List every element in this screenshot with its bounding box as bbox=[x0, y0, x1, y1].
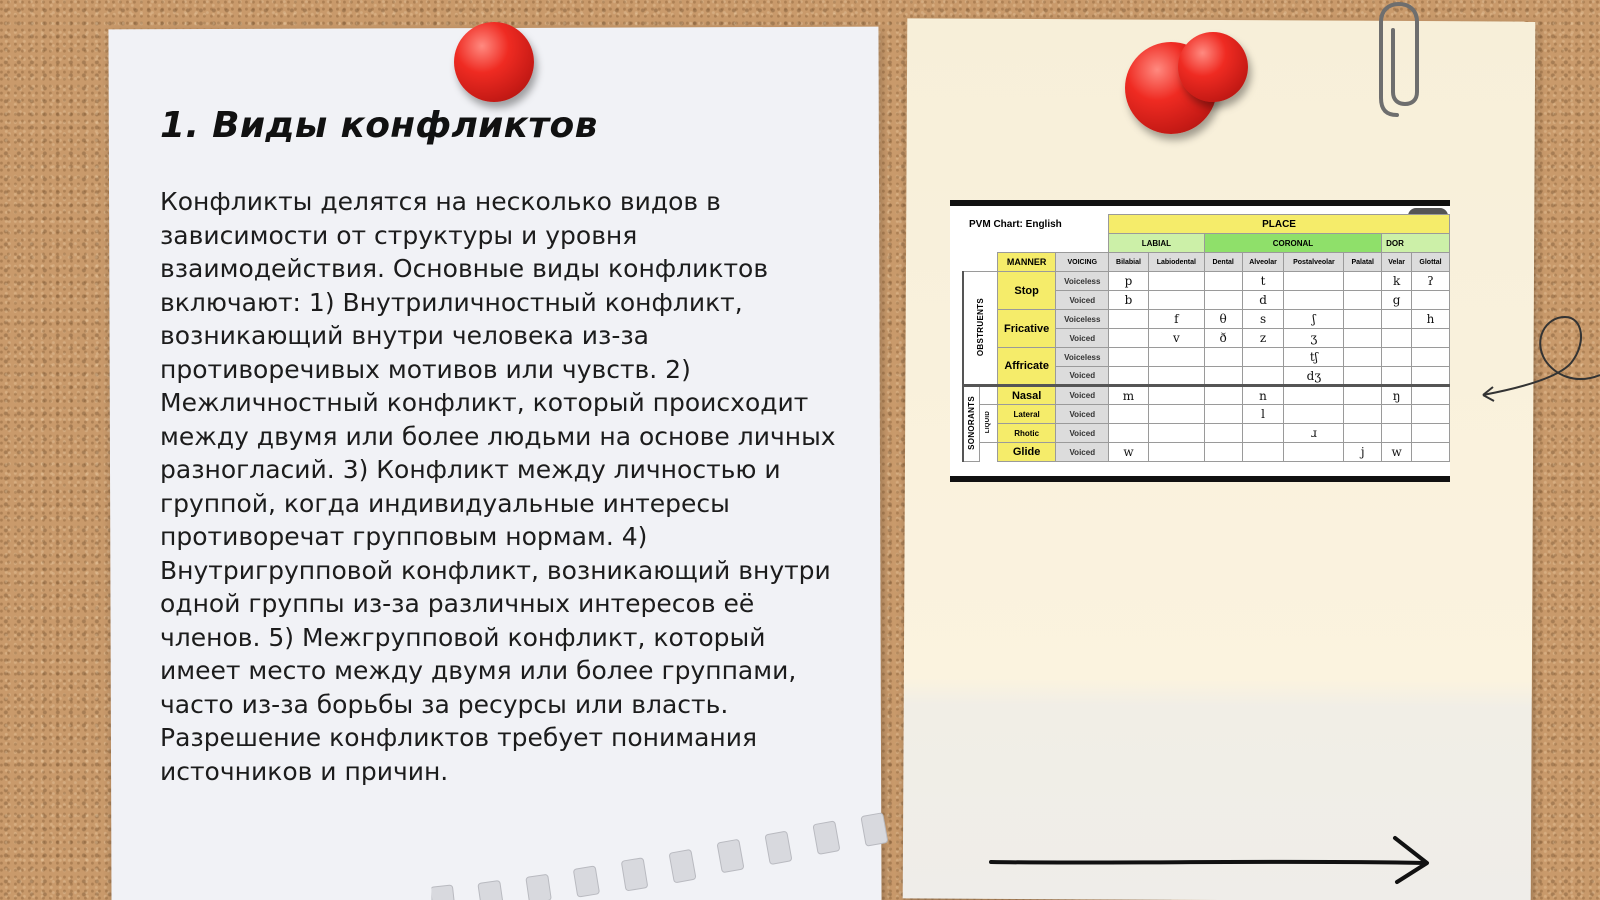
phoneme-cell bbox=[1412, 329, 1450, 348]
phoneme-cell: z bbox=[1242, 329, 1284, 348]
push-pin-icon bbox=[1178, 32, 1248, 102]
pvm-chart-image bbox=[950, 200, 1450, 482]
phoneme-cell bbox=[1109, 367, 1149, 386]
slide-title: 1. Виды конфликтов bbox=[160, 105, 598, 146]
phoneme-cell: ɹ bbox=[1284, 424, 1344, 443]
manner-fricative: Fricative bbox=[997, 310, 1056, 348]
phoneme-cell bbox=[1109, 348, 1149, 367]
phoneme-cell: b bbox=[1109, 291, 1149, 310]
phoneme-cell bbox=[1204, 386, 1242, 405]
phoneme-cell bbox=[1382, 405, 1412, 424]
phoneme-cell: k bbox=[1382, 272, 1412, 291]
manner-affricate: Affricate bbox=[997, 348, 1056, 386]
phoneme-cell bbox=[1148, 367, 1204, 386]
phoneme-cell: g bbox=[1382, 291, 1412, 310]
phoneme-cell bbox=[1148, 405, 1204, 424]
phoneme-cell: ʒ bbox=[1284, 329, 1344, 348]
manner-stop: Stop bbox=[997, 272, 1056, 310]
phoneme-cell bbox=[1382, 424, 1412, 443]
pvm-chart-table bbox=[962, 214, 1450, 462]
col-header: Alveolar bbox=[1242, 253, 1284, 272]
liquid-label: LIQUID bbox=[985, 411, 992, 434]
col-header: Postalveolar bbox=[1284, 253, 1344, 272]
phoneme-cell bbox=[1148, 272, 1204, 291]
voicing-cell: Voiced bbox=[1056, 329, 1109, 348]
push-pin-icon bbox=[454, 22, 534, 102]
voicing-cell: Voiceless bbox=[1056, 348, 1109, 367]
voicing-cell: Voiced bbox=[1056, 367, 1109, 386]
phoneme-cell: ʔ bbox=[1412, 272, 1450, 291]
phoneme-cell: ð bbox=[1204, 329, 1242, 348]
manner-rhotic: Rhotic bbox=[997, 424, 1056, 443]
phoneme-cell bbox=[1382, 348, 1412, 367]
phoneme-cell bbox=[1204, 272, 1242, 291]
dorsal-header: DOR bbox=[1382, 234, 1450, 253]
col-header: Labiodental bbox=[1148, 253, 1204, 272]
phoneme-cell bbox=[1109, 405, 1149, 424]
phoneme-cell bbox=[1204, 405, 1242, 424]
phoneme-cell bbox=[1344, 329, 1382, 348]
phoneme-cell: j bbox=[1344, 443, 1382, 462]
phoneme-cell bbox=[1382, 367, 1412, 386]
phoneme-cell bbox=[1344, 272, 1382, 291]
slide-body-text: Конфликты делятся на несколько видов в зависимости от структуры и уровня взаимодействия. Основные виды конфликтов включают: 1) Внутриличностный конфликт, возникающий внутри человека из-за противоречивых мотивов или чувств. 2) Межличностный конфликт, который происходит между двумя или более людьми на основе личных разногласий. 3) Конфликт между личностью и группой, когда индивидуальные интересы противоречат групповым нормам. 4) Внутригрупповой конфликт, возникающий внутри одной группы из-за различных интересов её членов. 5) Межгрупповой конфликт, который имеет место между двумя или более группами, часто из-за борьбы за ресурсы или власть. Разрешение конфликтов требует понимания источников и причин. bbox=[160, 187, 836, 786]
phoneme-cell bbox=[1109, 329, 1149, 348]
phoneme-cell bbox=[1148, 348, 1204, 367]
phoneme-cell bbox=[1204, 424, 1242, 443]
phoneme-cell: ʃ bbox=[1284, 310, 1344, 329]
paperclip-icon bbox=[1375, 0, 1425, 125]
col-header: Palatal bbox=[1344, 253, 1382, 272]
phoneme-cell bbox=[1344, 424, 1382, 443]
phoneme-cell bbox=[1382, 310, 1412, 329]
phoneme-cell bbox=[1204, 291, 1242, 310]
phoneme-cell: d bbox=[1242, 291, 1284, 310]
curly-arrow-doodle bbox=[1475, 305, 1600, 410]
phoneme-cell bbox=[1242, 348, 1284, 367]
manner-lateral: Lateral bbox=[997, 405, 1056, 424]
phoneme-cell bbox=[1204, 367, 1242, 386]
phoneme-cell bbox=[1284, 291, 1344, 310]
phoneme-cell: dʒ bbox=[1284, 367, 1344, 386]
phoneme-cell: tʃ bbox=[1284, 348, 1344, 367]
phoneme-cell bbox=[1204, 348, 1242, 367]
manner-nasal: Nasal bbox=[997, 386, 1056, 405]
phoneme-cell bbox=[1148, 443, 1204, 462]
phoneme-cell: n bbox=[1242, 386, 1284, 405]
phoneme-cell bbox=[1344, 386, 1382, 405]
phoneme-cell: ŋ bbox=[1382, 386, 1412, 405]
phoneme-cell: l bbox=[1242, 405, 1284, 424]
phoneme-cell bbox=[1412, 424, 1450, 443]
phoneme-cell bbox=[1412, 443, 1450, 462]
phoneme-cell: θ bbox=[1204, 310, 1242, 329]
phoneme-cell bbox=[1284, 386, 1344, 405]
sonorants-label: SONORANTS bbox=[966, 396, 976, 450]
voicing-cell: Voiced bbox=[1056, 386, 1109, 405]
phoneme-cell: t bbox=[1242, 272, 1284, 291]
phoneme-cell bbox=[1412, 405, 1450, 424]
pvm-chart-title: PVM Chart: English bbox=[969, 218, 1062, 230]
col-header: Dental bbox=[1204, 253, 1242, 272]
phoneme-cell bbox=[1344, 348, 1382, 367]
voicing-cell: Voiced bbox=[1056, 443, 1109, 462]
col-header: Glottal bbox=[1412, 253, 1450, 272]
col-header: Velar bbox=[1382, 253, 1412, 272]
phoneme-cell: h bbox=[1412, 310, 1450, 329]
phoneme-cell bbox=[1344, 291, 1382, 310]
phoneme-cell: f bbox=[1148, 310, 1204, 329]
phoneme-cell bbox=[1412, 367, 1450, 386]
voicing-cell: Voiced bbox=[1056, 405, 1109, 424]
phoneme-cell bbox=[1242, 367, 1284, 386]
phoneme-cell bbox=[1344, 367, 1382, 386]
phoneme-cell bbox=[1284, 443, 1344, 462]
phoneme-cell bbox=[1412, 386, 1450, 405]
place-header: PLACE bbox=[1109, 215, 1450, 234]
phoneme-cell bbox=[1204, 443, 1242, 462]
coronal-header: CORONAL bbox=[1204, 234, 1381, 253]
phoneme-cell bbox=[1382, 329, 1412, 348]
phoneme-cell bbox=[1284, 405, 1344, 424]
phoneme-cell bbox=[1412, 291, 1450, 310]
voicing-header: VOICING bbox=[1056, 253, 1109, 272]
voicing-cell: Voiced bbox=[1056, 291, 1109, 310]
phoneme-cell: p bbox=[1109, 272, 1149, 291]
voicing-cell: Voiceless bbox=[1056, 310, 1109, 329]
phoneme-cell bbox=[1242, 424, 1284, 443]
phoneme-cell bbox=[1344, 405, 1382, 424]
col-header: Bilabial bbox=[1109, 253, 1149, 272]
phoneme-cell: s bbox=[1242, 310, 1284, 329]
arrow-right-icon bbox=[985, 830, 1445, 885]
phoneme-cell: m bbox=[1109, 386, 1149, 405]
manner-header: MANNER bbox=[997, 253, 1056, 272]
phoneme-cell: w bbox=[1109, 443, 1149, 462]
voicing-cell: Voiceless bbox=[1056, 272, 1109, 291]
phoneme-cell: v bbox=[1148, 329, 1204, 348]
phoneme-cell bbox=[1148, 424, 1204, 443]
phoneme-cell bbox=[1344, 310, 1382, 329]
phoneme-cell: w bbox=[1382, 443, 1412, 462]
phoneme-cell bbox=[1109, 310, 1149, 329]
labial-header: LABIAL bbox=[1109, 234, 1205, 253]
phoneme-cell bbox=[1284, 272, 1344, 291]
phoneme-cell bbox=[1148, 386, 1204, 405]
manner-glide: Glide bbox=[997, 443, 1056, 462]
voicing-cell: Voiced bbox=[1056, 424, 1109, 443]
phoneme-cell bbox=[1412, 348, 1450, 367]
obstruents-label: OBSTRUENTS bbox=[975, 297, 985, 357]
phoneme-cell bbox=[1109, 424, 1149, 443]
phoneme-cell bbox=[1242, 443, 1284, 462]
phoneme-cell bbox=[1148, 291, 1204, 310]
